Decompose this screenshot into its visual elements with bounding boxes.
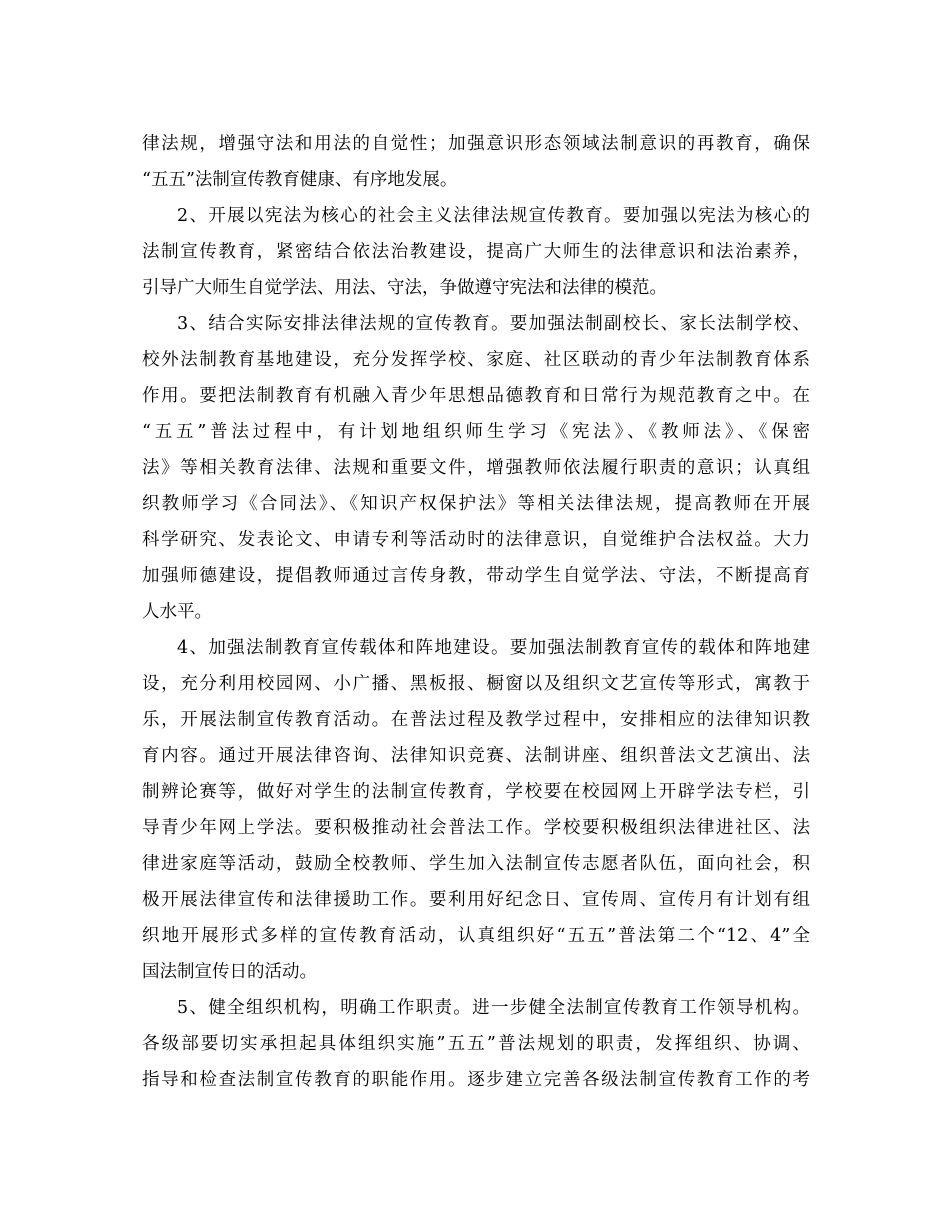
text-line: 律进家庭等活动，鼓励全校教师、学生加入法制宣传志愿者队伍，面向社会，积 bbox=[142, 854, 810, 874]
text-line: 人水平。 bbox=[142, 602, 212, 622]
text-line: 导青少年网上学法。要积极推动社会普法工作。学校要积极组织法律进社区、法 bbox=[142, 818, 810, 838]
text-line: 设，充分利用校园网、小广播、黑板报、橱窗以及组织文艺宣传等形式，寓教于 bbox=[142, 674, 810, 694]
document-body bbox=[142, 126, 810, 1098]
text-line: 律法规，增强守法和用法的自觉性；加强意识形态领域法制意识的再教育，确保 bbox=[142, 134, 810, 154]
paragraph-continuation bbox=[142, 126, 810, 198]
text-line: 各级部要切实承担起具体组织实施”五五”普法规划的职责，发挥组织、协调、 bbox=[142, 1034, 810, 1054]
text-line: 5、健全组织机构，明确工作职责。进一步健全法制宣传教育工作领导机构。 bbox=[177, 998, 810, 1018]
paragraph-item-5 bbox=[142, 990, 810, 1098]
text-line: 育内容。通过开展法律咨询、法律知识竞赛、法制讲座、组织普法文艺演出、法 bbox=[142, 746, 810, 766]
text-line: 法》等相关教育法律、法规和重要文件，增强教师依法履行职责的意识；认真组 bbox=[142, 458, 810, 478]
text-line: 法制宣传教育，紧密结合依法治教建设，提高广大师生的法律意识和法治素养， bbox=[142, 242, 810, 262]
text-line: 2、开展以宪法为核心的社会主义法律法规宣传教育。要加强以宪法为核心的 bbox=[177, 206, 810, 226]
text-line: 3、结合实际安排法律法规的宣传教育。要加强法制副校长、家长法制学校、 bbox=[177, 314, 810, 334]
text-line: 校外法制教育基地建设，充分发挥学校、家庭、社区联动的青少年法制教育体系 bbox=[142, 350, 810, 370]
text-line: 引导广大师生自觉学法、用法、守法，争做遵守宪法和法律的模范。 bbox=[142, 278, 667, 298]
text-line: 4、加强法制教育宣传载体和阵地建设。要加强法制教育宣传的载体和阵地建 bbox=[177, 638, 810, 658]
paragraph-item-4 bbox=[142, 630, 810, 990]
text-line: 织教师学习《合同法》、《知识产权保护法》等相关法律法规，提高教师在开展 bbox=[142, 494, 810, 514]
text-line: 极开展法律宣传和法律援助工作。要利用好纪念日、宣传周、宣传月有计划有组 bbox=[142, 890, 810, 910]
text-line: 乐，开展法制宣传教育活动。在普法过程及教学过程中，安排相应的法律知识教 bbox=[142, 710, 810, 730]
text-line: 加强师德建设，提倡教师通过言传身教，带动学生自觉学法、守法，不断提高育 bbox=[142, 566, 810, 586]
text-line: “五五”普法过程中，有计划地组织师生学习《宪法》、《教师法》、《保密 bbox=[142, 422, 810, 442]
paragraph-item-3 bbox=[142, 306, 810, 630]
paragraph-item-2 bbox=[142, 198, 810, 306]
text-line: 科学研究、发表论文、申请专利等活动时的法律意识，自觉维护合法权益。大力 bbox=[142, 530, 810, 550]
text-line: 制辨论赛等，做好对学生的法制宣传教育，学校要在校园网上开辟学法专栏，引 bbox=[142, 782, 810, 802]
text-line: 国法制宣传日的活动。 bbox=[142, 962, 317, 982]
text-line: 作用。要把法制教育有机融入青少年思想品德教育和日常行为规范教育之中。在 bbox=[142, 386, 810, 406]
text-line: “五五”法制宣传教育健康、有序地发展。 bbox=[142, 170, 458, 190]
text-line: 指导和检查法制宣传教育的职能作用。逐步建立完善各级法制宣传教育工作的考 bbox=[142, 1070, 810, 1090]
text-line: 织地开展形式多样的宣传教育活动，认真组织好“五五”普法第二个“12、4”全 bbox=[142, 926, 810, 946]
